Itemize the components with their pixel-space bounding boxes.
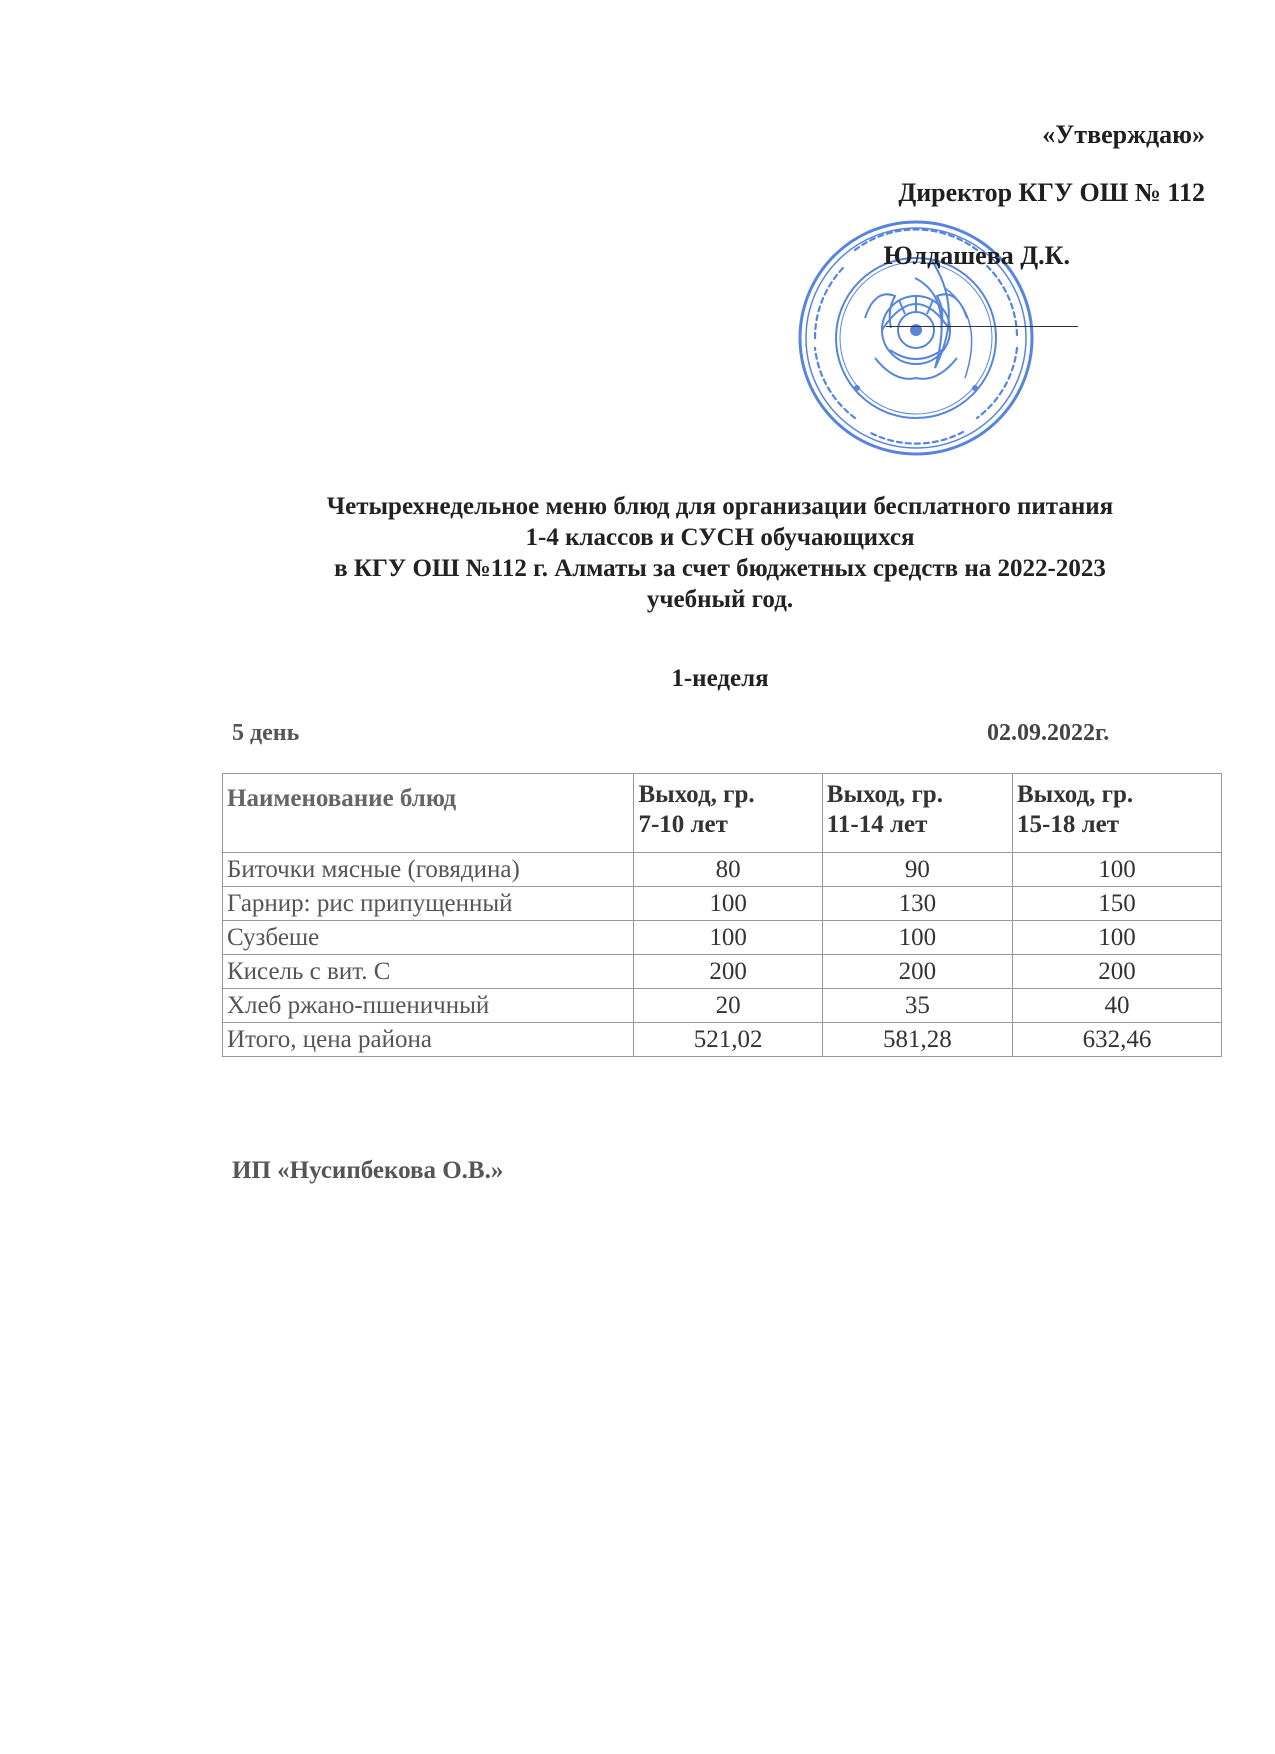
- header-line: Выход, гр.: [1017, 781, 1134, 808]
- table-row: [223, 887, 1222, 921]
- approval-position: Директор КГУ ОШ № 112: [898, 178, 1205, 207]
- total-7-10: 521,02: [634, 1023, 822, 1057]
- signature-line: [886, 326, 1078, 327]
- yield-11-14: 100: [822, 921, 1012, 955]
- yield-7-10: 200: [634, 955, 822, 989]
- dish-name: Сузбеше: [223, 921, 634, 955]
- yield-7-10: 100: [634, 887, 822, 921]
- dish-name: Хлеб ржано-пшеничный: [223, 989, 634, 1023]
- yield-7-10: 100: [634, 921, 822, 955]
- title-line-4: учебный год.: [646, 586, 794, 613]
- table-row: [223, 921, 1222, 955]
- header-yield-7-10: [634, 774, 822, 853]
- header-line: Наименование блюд: [227, 785, 457, 812]
- table-header-row: [223, 774, 1222, 853]
- table-total-row: [223, 1023, 1222, 1057]
- table-row: [223, 955, 1222, 989]
- yield-7-10: 80: [634, 853, 822, 887]
- document-title: [220, 491, 1220, 615]
- dish-name: Биточки мясные (говядина): [223, 853, 634, 887]
- dish-name: Кисель с вит. С: [223, 955, 634, 989]
- title-line-2: 1-4 классов и СУСН обучающихся: [525, 524, 915, 551]
- yield-15-18: 150: [1013, 887, 1222, 921]
- table-row: [223, 989, 1222, 1023]
- menu-table: [222, 773, 1222, 1057]
- header-yield-15-18: [1013, 774, 1222, 853]
- table-row: [223, 853, 1222, 887]
- week-label: 1-неделя: [671, 665, 769, 692]
- header-line: Выход, гр.: [638, 781, 755, 808]
- header-yield-11-14: [822, 774, 1012, 853]
- header-age: 15-18 лет: [1017, 811, 1119, 838]
- yield-15-18: 40: [1013, 989, 1222, 1023]
- approval-name: Юлдашева Д.К.: [883, 241, 1070, 270]
- yield-7-10: 20: [634, 989, 822, 1023]
- date-label: 02.09.2022г.: [987, 720, 1110, 746]
- header-dish-name: [223, 774, 634, 853]
- supplier-name: ИП «Нусипбекова О.В.»: [232, 1157, 504, 1184]
- yield-15-18: 200: [1013, 955, 1222, 989]
- yield-11-14: 35: [822, 989, 1012, 1023]
- title-line-1: Четырехнедельное меню блюд для организации бесплатного питания: [326, 493, 1114, 520]
- yield-11-14: 130: [822, 887, 1012, 921]
- header-age: 11-14 лет: [826, 811, 928, 838]
- header-age: 7-10 лет: [638, 811, 728, 838]
- total-11-14: 581,28: [822, 1023, 1012, 1057]
- yield-11-14: 200: [822, 955, 1012, 989]
- total-15-18: 632,46: [1013, 1023, 1222, 1057]
- total-label: Итого, цена района: [223, 1023, 634, 1057]
- header-line: Выход, гр.: [826, 781, 943, 808]
- yield-15-18: 100: [1013, 921, 1222, 955]
- yield-11-14: 90: [822, 853, 1012, 887]
- approval-label: «Утверждаю»: [1042, 120, 1205, 149]
- day-label: 5 день: [232, 720, 300, 746]
- yield-15-18: 100: [1013, 853, 1222, 887]
- title-line-3: в КГУ ОШ №112 г. Алматы за счет бюджетных средств на 2022-2023: [334, 555, 1106, 582]
- dish-name: Гарнир: рис припущенный: [223, 887, 634, 921]
